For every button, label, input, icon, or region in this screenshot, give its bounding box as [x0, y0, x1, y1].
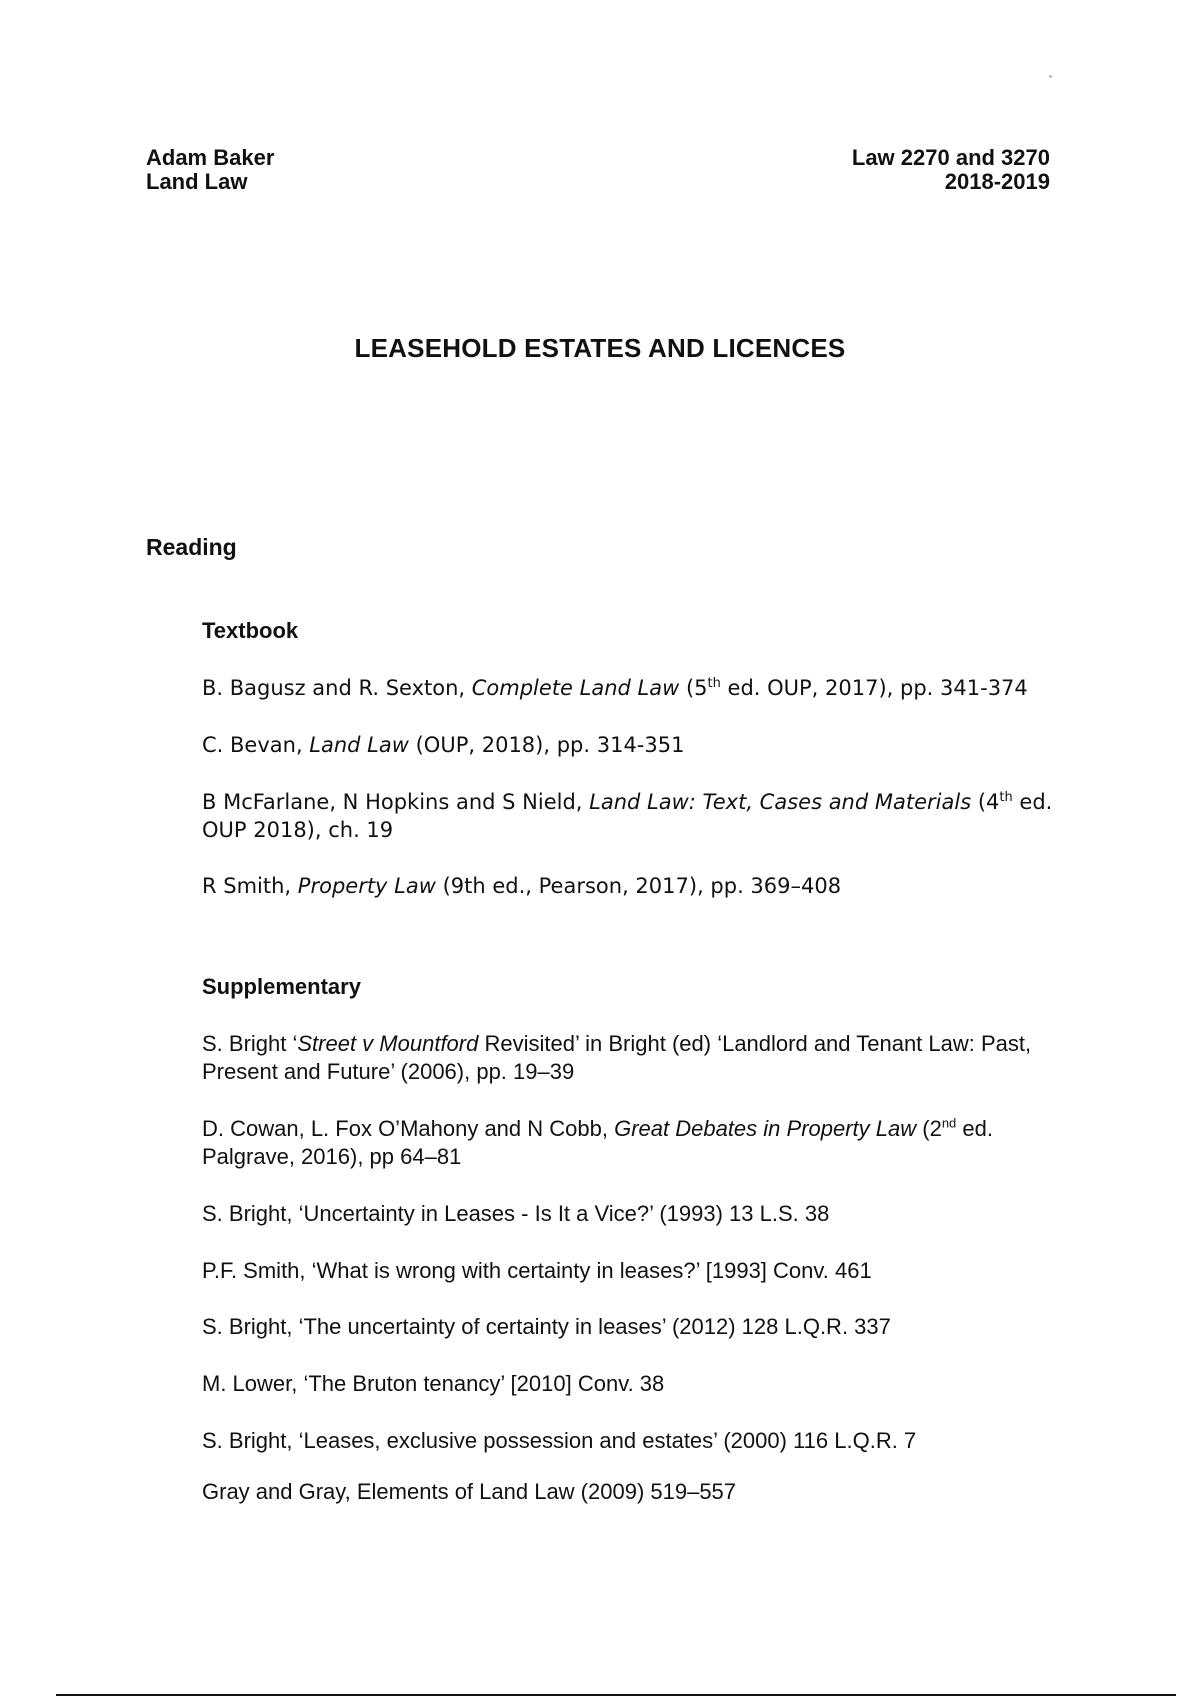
scan-speck: [1049, 75, 1052, 78]
supplementary-entry: S. Bright, ‘The uncertainty of certainty in leases’ (2012) 128 L.Q.R. 337: [202, 1314, 891, 1339]
entry-title: Land Law: Text, Cases and Materials: [589, 790, 972, 814]
entry-superscript: nd: [941, 1115, 957, 1131]
entry-text: B. Bagusz and R. Sexton,: [202, 676, 472, 700]
entry-superscript: th: [999, 790, 1013, 805]
entry-title: Great Debates in Property Law: [614, 1116, 917, 1141]
entry-text: (5: [679, 676, 708, 700]
entry-text: ed. OUP 2018), ch. 19: [202, 790, 1053, 842]
entry-text: C. Bevan,: [202, 733, 310, 757]
entry-title: Land Law: [309, 733, 409, 757]
supplementary-entry: M. Lower, ‘The Bruton tenancy’ [2010] Conv. 38: [202, 1371, 665, 1396]
entry-text: Revisited’ in Bright (ed) ‘Landlord and Tenant Law: Past, Present and Future’ (2006), pp. 19–39: [202, 1031, 1032, 1084]
page-footer-rule: [56, 1694, 1176, 1696]
textbook-entry: [202, 731, 1062, 759]
entry-text: (9th ed., Pearson, 2017), pp. 369–408: [435, 874, 842, 898]
entry-text: ed. OUP, 2017), pp. 341-374: [720, 676, 1028, 700]
supplementary-entry: Gray and Gray, Elements of Land Law (2009) 519–557: [202, 1479, 737, 1504]
supplementary-entry: [202, 1115, 1062, 1171]
supplementary-heading: Supplementary: [202, 974, 361, 999]
textbook-entry: [202, 872, 1062, 900]
entry-text: B McFarlane, N Hopkins and S Nield,: [202, 790, 590, 814]
textbook-heading: Textbook: [202, 618, 299, 643]
supplementary-entry: S. Bright, ‘Uncertainty in Leases - Is It a Vice?’ (1993) 13 L.S. 38: [202, 1201, 830, 1226]
entry-text: (4: [971, 790, 1000, 814]
entry-title: Complete Land Law: [471, 676, 680, 700]
header-year: 2018-2019: [944, 169, 1050, 194]
entry-title: Property Law: [297, 874, 436, 898]
entry-text: D. Cowan, L. Fox O’Mahony and N Cobb,: [202, 1116, 615, 1141]
supplementary-entry: S. Bright, ‘Leases, exclusive possession and estates’ (2000) 116 L.Q.R. 7: [202, 1428, 917, 1453]
entry-text: S. Bright ‘: [202, 1031, 298, 1056]
header-author: Adam Baker: [146, 145, 275, 170]
entry-superscript: th: [707, 676, 721, 691]
entry-text: (OUP, 2018), pp. 314-351: [408, 733, 685, 757]
entry-text: R Smith,: [202, 874, 298, 898]
supplementary-entry: [202, 1030, 1062, 1086]
entry-text: (2: [916, 1116, 942, 1141]
header-right: [852, 146, 1050, 194]
entry-title: Street v Mountford: [297, 1031, 479, 1056]
document-title: LEASEHOLD ESTATES AND LICENCES: [354, 333, 846, 363]
entry-text: ed. Palgrave, 2016), pp 64–81: [202, 1116, 993, 1169]
header-left: [146, 146, 274, 194]
textbook-entry: [202, 788, 1062, 844]
header-subject: Land Law: [146, 169, 248, 194]
supplementary-entry: P.F. Smith, ‘What is wrong with certainty in leases?’ [1993] Conv. 461: [202, 1258, 872, 1283]
reading-heading: Reading: [146, 534, 237, 560]
header-course: Law 2270 and 3270: [851, 145, 1050, 170]
textbook-entry: [202, 674, 1062, 702]
